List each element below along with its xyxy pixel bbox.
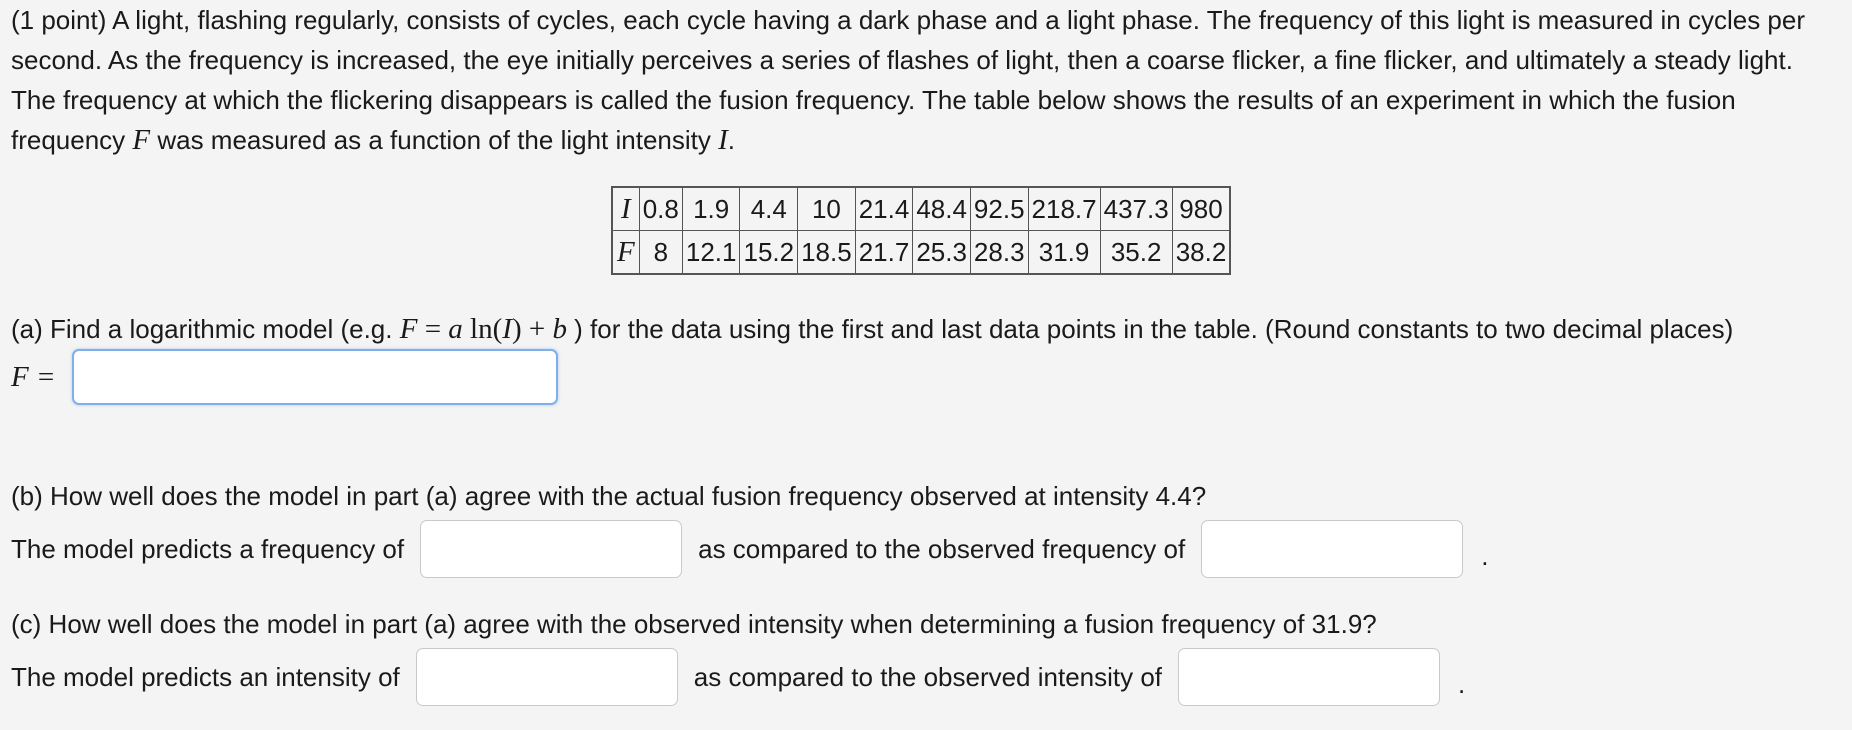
row-header-I: I [612, 187, 639, 231]
part-c-label-compared: as compared to the observed intensity of [693, 661, 1163, 692]
table-cell: 35.2 [1100, 231, 1172, 275]
part-a-question [11, 309, 1841, 349]
table-cell: 31.9 [1028, 231, 1100, 275]
intro-text-1: (1 point) A light, flashing regularly, consists of cycles, each cycle having a dark phase and a light phase. The frequency of this light is measured in cycles per second. As the frequency is increased, the eye initially perceives a series of flashes of light, then a coarse flicker, a fine flicker, and ultimately a steady light. The frequency at which the flickering disappears is called the fusion frequency. The table below shows the results of an experiment in which the fusion frequency [11, 5, 1805, 155]
data-table-container [611, 186, 1231, 275]
table-cell: 38.2 [1172, 231, 1230, 275]
formula-I: I [502, 313, 512, 345]
table-cell: 1.9 [682, 187, 740, 231]
table-row-F [612, 231, 1230, 275]
table-cell: 48.4 [913, 187, 971, 231]
part-b-section [11, 476, 1841, 578]
table-cell: 218.7 [1028, 187, 1100, 231]
variable-F: F [132, 124, 151, 156]
part-b-label-predicts: The model predicts a frequency of [11, 533, 405, 564]
table-cell: 10 [798, 187, 856, 231]
table-cell: 25.3 [913, 231, 971, 275]
part-c-answer-row [11, 648, 1841, 706]
formula-eq: = [417, 313, 449, 345]
part-c-label-predicts: The model predicts an intensity of [11, 661, 400, 692]
predicted-intensity-input[interactable] [416, 648, 678, 706]
part-a-answer-row [11, 349, 1841, 405]
row-header-F: F [612, 231, 639, 275]
data-table [611, 186, 1231, 275]
observed-frequency-input[interactable] [1201, 520, 1463, 578]
intro-text-end: . [727, 125, 736, 155]
part-b-answer-row [11, 520, 1841, 578]
part-c-question: (c) How well does the model in part (a) agree with the observed intensity when determining a fusion frequency of 31.9? [11, 609, 1377, 639]
table-cell: 92.5 [970, 187, 1028, 231]
formula-ln: ln( [462, 313, 503, 345]
observed-intensity-input[interactable] [1178, 648, 1440, 706]
table-cell: 28.3 [970, 231, 1028, 275]
answer-label-F: F = [11, 360, 56, 393]
part-c-period: . [1458, 668, 1466, 699]
formula-a: a [448, 313, 463, 345]
table-cell: 12.1 [682, 231, 740, 275]
variable-I: I [718, 124, 728, 156]
part-a-text-before: (a) Find a logarithmic model (e.g. [11, 314, 400, 344]
table-row-I [612, 187, 1230, 231]
intro-text-2: was measured as a function of the light intensity [150, 125, 719, 155]
part-a-text-after: ) for the data using the first and last data points in the table. (Round constants to two decimal places) [566, 314, 1734, 344]
model-answer-input[interactable] [72, 349, 558, 405]
table-cell: 8 [639, 231, 682, 275]
problem-intro [11, 0, 1841, 160]
table-cell: 15.2 [740, 231, 798, 275]
part-c-section [11, 604, 1841, 706]
part-b-label-compared: as compared to the observed frequency of [698, 533, 1186, 564]
table-cell: 0.8 [639, 187, 682, 231]
part-b-period: . [1481, 540, 1489, 571]
formula-F: F [399, 313, 418, 345]
table-cell: 437.3 [1100, 187, 1172, 231]
table-cell: 4.4 [740, 187, 798, 231]
predicted-frequency-input[interactable] [420, 520, 682, 578]
formula-rest: ) + [511, 313, 553, 345]
part-b-question: (b) How well does the model in part (a) agree with the actual fusion frequency observed at intensity 4.4? [11, 481, 1207, 511]
formula-b: b [552, 313, 567, 345]
table-cell: 18.5 [798, 231, 856, 275]
problem-content [11, 0, 1841, 160]
table-cell: 21.4 [855, 187, 913, 231]
part-a-section [11, 309, 1841, 405]
table-cell: 21.7 [855, 231, 913, 275]
table-cell: 980 [1172, 187, 1230, 231]
